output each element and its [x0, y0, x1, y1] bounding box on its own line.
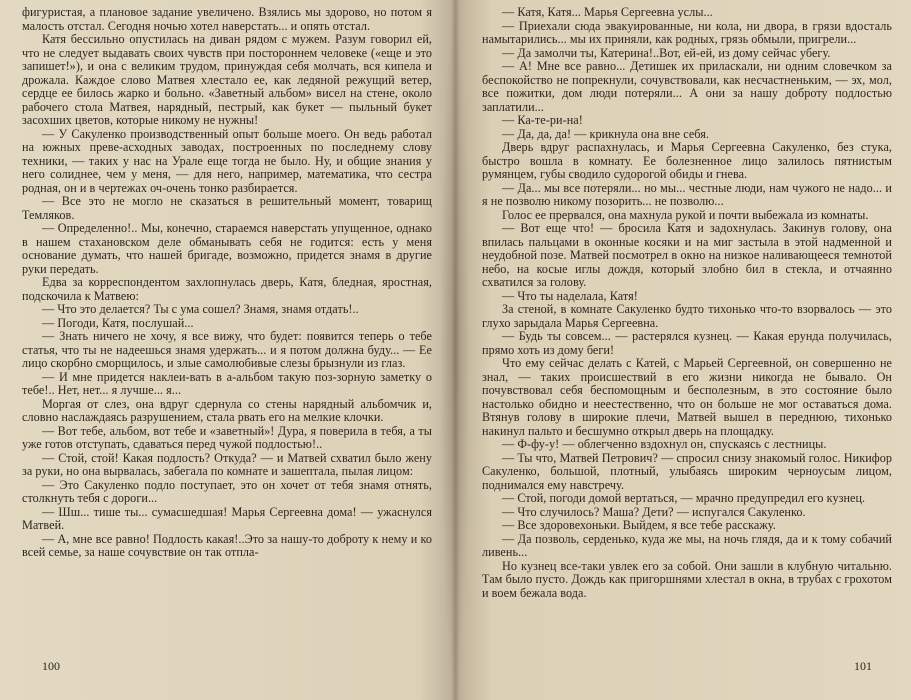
- paragraph: — Катя, Катя... Марья Сергеевна услы...: [502, 5, 713, 19]
- paragraph: — И мне придется наклеи-вать в а-альбом такую поз-зорную заметку о тебе!.. Нет, нет... я лучше... я...: [22, 369, 432, 397]
- paragraph: Но кузнец все-таки увлек его за собой. Они зашли в клубную читальню. Там было пусто. Дождь как пригоршнями хлестал в окна, в трубах с грохотом и воем бежала вода.: [482, 558, 892, 600]
- right-page-number: 101: [854, 659, 872, 673]
- paragraph: Катя бессильно опустилась на диван рядом с мужем. Разум говорил ей, что не следует выдавать своих чувств при постороннем человеке («еще и это запишет!»), и она с великим трудом, принуждая себя молчать, вся кипела и дрожала. Каждое слово Матвея хлестало ее, как ледяной режущий ветер, сердце ее билось жарко и больно. «Заветный альбом» висел на стене, около рабочего стола Матвея, нарядный, пестрый, как букет — пыльный букет засохших цветов, которые никому не нужны!: [22, 32, 432, 127]
- paragraph: — Будь ты совсем... — растерялся кузнец. — Какая ерунда получилась, прямо хоть из дому беги!: [482, 329, 892, 357]
- right-page-text: [482, 6, 892, 600]
- paragraph: — Вот тебе, альбом, вот тебе и «заветный»! Дура, я поверила в тебя, а ты уже готов отступать, сдаваться перед чужой подлостью!..: [22, 423, 432, 451]
- left-page-number: 100: [42, 659, 60, 673]
- paragraph: фигуристая, а плановое задание увеличено. Взялись мы здорово, но потом я малость отстал. Сегодня ночью хотел наверстать... и опять отстал.: [22, 5, 432, 33]
- paragraph: — Да позволь, серденько, куда же мы, на ночь глядя, да и к тому собачий ливень...: [482, 531, 892, 559]
- paragraph: — Что это делается? Ты с ума сошел? Знамя, знамя отдать!..: [42, 302, 359, 316]
- paragraph: — Да... мы все потеряли... но мы... честные люди, нам чужого не надо... и я не позволю никому позорить... не позволю...: [482, 180, 892, 208]
- paragraph: — Стой, погоди домой вертаться, — мрачно предупредил его кузнец.: [502, 491, 866, 505]
- paragraph: — Ты что, Матвей Петрович? — спросил снизу знакомый голос. Никифор Сакуленко, большой, плотный, улыбаясь широким черноусым лицом, поднимался ему навстречу.: [482, 450, 892, 492]
- paragraph: — Погоди, Катя, послушай...: [42, 315, 194, 330]
- paragraph: — Да, да, да! — крикнула она вне себя.: [502, 126, 710, 141]
- paragraph: — Приехали сюда эвакуированные, ни кола, ни двора, в грязи вдосталь намытарились... мы их приняли, как родных, грязь обмыли, пригрели...: [482, 18, 892, 46]
- paragraph: Едва за корреспондентом захлопнулась дверь, Катя, бледная, яростная, подскочила к Матвею:: [22, 275, 432, 303]
- paragraph: — А, мне все равно! Подлость какая!..Это за нашу-то доброту к нему и ко всей семье, за наше сочувствие он так отпла-: [22, 531, 432, 559]
- paragraph: — Все здоровехоньки. Выйдем, я все тебе расскажу.: [502, 518, 776, 532]
- right-page: [482, 0, 892, 700]
- paragraph: — Знать ничего не хочу, я все вижу, что будет: появится теперь о тебе статья, что ты не надеешься знамя удержать... и я потом должна буду... — Ее лицо скорбно сморщилось, и злые самолюбивые слезы брызнули из глаз.: [22, 329, 432, 370]
- book-gutter: [440, 0, 470, 700]
- paragraph: Голос ее прервался, она махнула рукой и почти выбежала из комнаты.: [502, 207, 869, 222]
- paragraph: Дверь вдруг распахнулась, и Марья Сергеевна Сакуленко, без стука, быстро вошла в комнату. Ее болезненное лицо залилось пятнистым румянцем, губы сводило судорогой обиды и гнева.: [482, 140, 892, 181]
- paragraph: — Все это не могло не сказаться в решительный момент, товарищ Темляков.: [22, 194, 432, 222]
- paragraph: — У Сакуленко производственный опыт больше моего. Он ведь работал на южных преве-асходных заводах, построенных по последнему слову техники, — таких у нас на Урале еще тогда не было. Ну, и общие знания у него солиднее, чем у меня, — для него, например, математика, что сестра родная, он и в чертежах оч-очень тонко разбирается.: [22, 126, 432, 195]
- left-page-text: [22, 6, 432, 560]
- left-page: [22, 0, 432, 700]
- paragraph: — Стой, стой! Какая подлость? Откуда? — и Матвей схватил было жену за руки, но она вырвалась, забегала по комнате и зашептала, пылая лицом:: [22, 450, 432, 478]
- paragraph: — Да замолчи ты, Катерина!..Вот, ей-ей, из дому сейчас убегу.: [502, 45, 831, 60]
- paragraph: — Ка-те-ри-на!: [502, 113, 583, 127]
- paragraph: — А! Мне все равно... Детишек их приласкали, ни одним словечком за беспокойство не попрекнули, сочувствовали, как несчастненьким, — эх, мол, все пожитки, дом люди потеряли... А они за нашу доброту подлостью заплатили...: [482, 59, 892, 114]
- paragraph: — Вот еще что! — бросила Катя и задохнулась. Закинув голову, она впилась пальцами в оконные косяки и на миг застыла в этой надменной и неудобной позе. Матвей посмотрел в окно на низкое наливающееся темнотой небо, на косые иглы дождя, который злобно бил в стекла, и отчаянно схватился за голову.: [482, 221, 892, 289]
- paragraph: Моргая от слез, она вдруг сдернула со стены нарядный альбомчик и, словно наслаждаясь разрушением, стала рвать его на мелкие клочки.: [22, 396, 432, 424]
- paragraph: — Это Сакуленко подло поступает, это он хочет от тебя знамя отнять, столкнуть тебя с дороги...: [22, 477, 432, 505]
- paragraph: За стеной, в комнате Сакуленко будто тихонько что-то взорвалось — это глухо зарыдала Марья Сергеевна.: [482, 302, 892, 330]
- paragraph: Что ему сейчас делать с Катей, с Марьей Сергеевной, он совершенно не знал, — таких происшествий в его жизни никогда не бывало. Он почувствовал себя беспомощным и бесполезным, в это состояние было настолько обидно и неестественно, что он больше не мог оставаться дома. Втянув голову в широкие плечи, Матвей вышел в переднюю, тихонько накинул пальто и бесшумно открыл дверь на площадку.: [482, 356, 892, 438]
- paragraph: — Что ты наделала, Катя!: [502, 288, 638, 303]
- paragraph: — Шш... тише ты... сумасшедшая! Марья Сергеевна дома! — ужаснулся Матвей.: [22, 504, 432, 532]
- paragraph: — Ф-фу-у! — облегченно вздохнул он, спускаясь с лестницы.: [502, 437, 827, 451]
- paragraph: — Определенно!.. Мы, конечно, стараемся наверстать упущенное, однако в нашем стахановском деле обманывать себя не годится: есть у меня основание думать, что нашей бригаде, возможно, придется знамя в другие руки передать.: [22, 221, 432, 276]
- paragraph: — Что случилось? Маша? Дети? — испугался Сакуленко.: [502, 504, 806, 519]
